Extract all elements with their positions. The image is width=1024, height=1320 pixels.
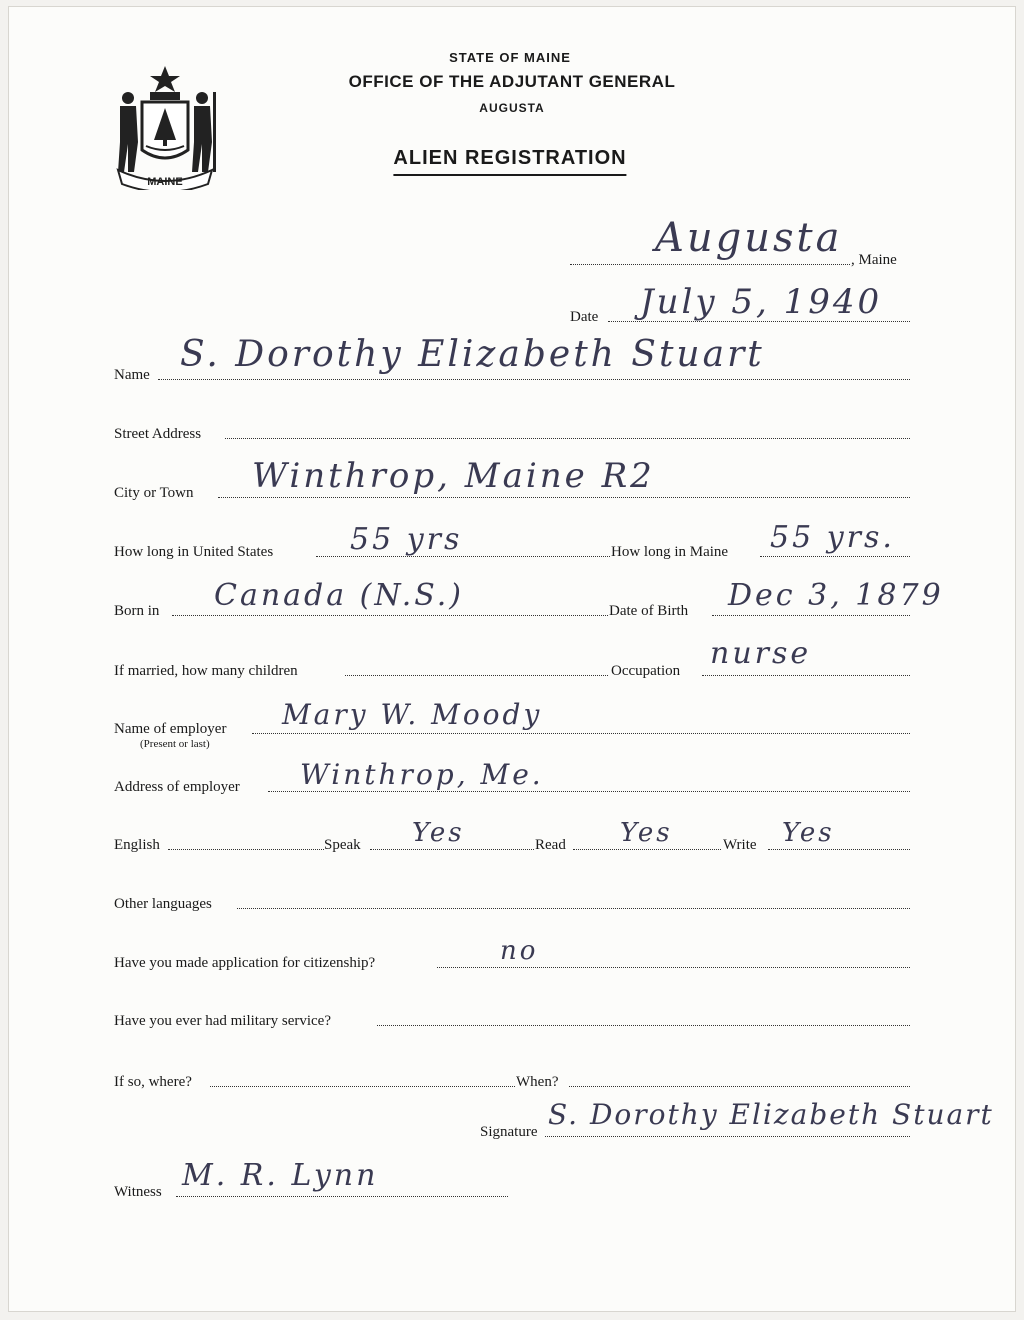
maine-state-seal-icon [110, 62, 220, 190]
citizenship-label: Have you made application for citizenship? [114, 955, 376, 971]
where-label: If so, where? [114, 1074, 192, 1090]
city-line [218, 497, 910, 498]
employer-name-line [252, 733, 910, 734]
military-label: Have you ever had military service? [114, 1013, 331, 1029]
english-label: English [114, 837, 160, 853]
witness-label: Witness [114, 1184, 162, 1200]
how-long-maine-line [760, 556, 910, 557]
employer-address-value: Winthrop, Me. [300, 758, 544, 791]
occupation-line [702, 675, 910, 676]
signature-value: S. Dorothy Elizabeth Stuart [548, 1098, 994, 1131]
write-line [768, 849, 910, 850]
witness-line [176, 1196, 508, 1197]
write-label: Write [723, 837, 757, 853]
occupation-label: Occupation [611, 663, 681, 679]
born-in-label: Born in [114, 603, 160, 619]
read-value: Yes [620, 818, 673, 848]
born-in-value: Canada (N.S.) [214, 578, 464, 613]
employer-address-line [268, 791, 910, 792]
header-office: OFFICE OF THE ADJUTANT GENERAL [348, 72, 676, 91]
military-line [377, 1025, 910, 1026]
form-title: ALIEN REGISTRATION [393, 147, 626, 176]
header-state: STATE OF MAINE [449, 50, 571, 65]
english-line [168, 849, 324, 850]
born-in-line [172, 615, 608, 616]
how-long-us-label: How long in United States [114, 544, 274, 560]
maine-label: , Maine [851, 252, 897, 268]
employer-name-value: Mary W. Moody [282, 698, 543, 731]
children-label: If married, how many children [114, 663, 298, 679]
other-languages-label: Other languages [114, 896, 212, 912]
when-line [569, 1086, 910, 1087]
speak-value: Yes [412, 818, 465, 848]
employer-address-label: Address of employer [114, 779, 240, 795]
where-line [210, 1086, 515, 1087]
place-line [570, 264, 850, 265]
seal-banner-text: MAINE [147, 176, 183, 188]
header-city: AUGUSTA [479, 101, 545, 115]
read-label: Read [535, 837, 566, 853]
signature-line [545, 1136, 910, 1137]
date-label: Date [570, 309, 599, 325]
employer-note: (Present or last) [140, 738, 210, 750]
other-languages-line [237, 908, 910, 909]
street-address-line [225, 438, 910, 439]
city-label: City or Town [114, 485, 194, 501]
read-line [573, 849, 721, 850]
speak-label: Speak [324, 837, 361, 853]
date-of-birth-label: Date of Birth [609, 603, 689, 619]
street-address-label: Street Address [114, 426, 202, 442]
city-value: Winthrop, Maine R2 [252, 456, 655, 496]
place-value: Augusta [655, 215, 843, 261]
date-of-birth-line [712, 615, 910, 616]
signature-label: Signature [480, 1124, 538, 1140]
employer-name-label: Name of employer [114, 721, 227, 737]
name-label: Name [114, 367, 150, 383]
name-line [158, 379, 910, 380]
citizenship-line [437, 967, 910, 968]
children-line [345, 675, 608, 676]
when-label: When? [516, 1074, 559, 1090]
speak-line [370, 849, 534, 850]
write-value: Yes [782, 818, 835, 848]
how-long-maine-value: 55 yrs. [770, 520, 895, 555]
citizenship-value: no [500, 936, 539, 966]
witness-value: M. R. Lynn [182, 1158, 379, 1193]
date-value: July 5, 1940 [640, 282, 883, 322]
occupation-value: nurse [710, 636, 812, 671]
name-value: S. Dorothy Elizabeth Stuart [180, 334, 765, 375]
how-long-us-value: 55 yrs [350, 522, 463, 557]
date-of-birth-value: Dec 3, 1879 [728, 578, 944, 613]
how-long-maine-label: How long in Maine [611, 544, 729, 560]
